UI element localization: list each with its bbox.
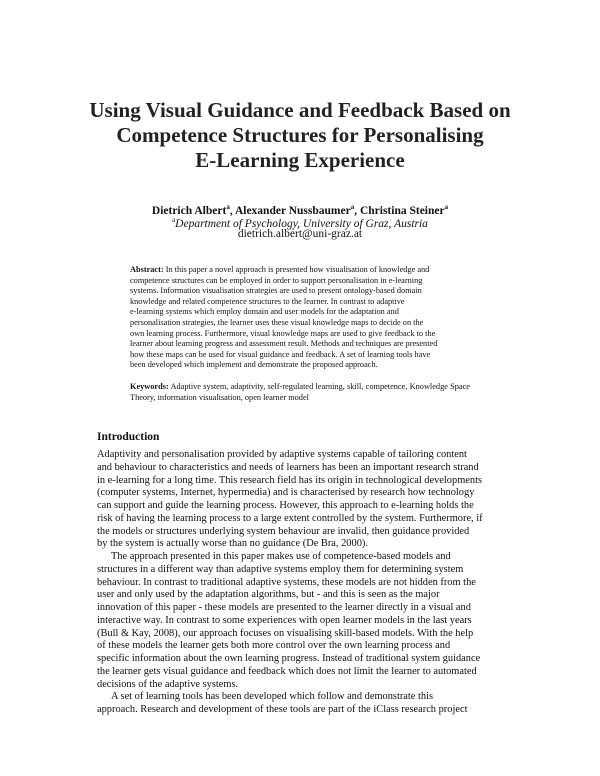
affiliation-mark: a (350, 203, 355, 211)
body-line: Adaptivity and personalisation provided by adaptive systems capable of tailoring content (97, 449, 467, 460)
paper-title (60, 98, 540, 173)
affiliation-mark: a (444, 203, 449, 211)
body-line: and behaviour to characteristics and needs of learners has been an important research strand (97, 461, 479, 473)
keywords (130, 382, 470, 403)
abstract-line: In this paper a novel approach is presented how visualisation of knowledge and (163, 265, 430, 274)
keywords-label: Keywords: (130, 382, 169, 391)
abstract-line: personalisation strategies, the learner uses these visual knowledge maps to decide on the (130, 317, 424, 327)
body-line: specific information about the own learning progress. Instead of traditional system guidance (97, 653, 481, 664)
body-line: (computer systems, Internet, hypermedia) and is characterised by research how technology (97, 487, 475, 499)
body-line: behaviour. In contrast to traditional adaptive systems, these models are not hidden from the (97, 576, 476, 588)
body-line: decisions of the adaptive systems. (97, 678, 239, 690)
abstract-line: e-learning systems which employ domain and user models for the adaptation and (130, 307, 399, 317)
abstract-line: been developed which implement and demonstrate the proposed approach. (130, 360, 378, 370)
body-text (97, 449, 503, 717)
body-line: in e-learning for a long time. This research field has its origin in technological developments (97, 474, 483, 486)
author-email: dietrich.albert@uni-graz.at (237, 228, 363, 240)
abstract (130, 265, 470, 371)
affiliation-mark: a (172, 216, 176, 224)
body-line: user and only used by the adaptation algorithms, but - and this is seen as the major (97, 589, 440, 601)
abstract-label: Abstract: (130, 265, 164, 274)
abstract-line: knowledge and related competence structures to the learner. In contrast to adaptive (130, 296, 405, 306)
abstract-line: learner about learning progress and assessment result. Methods and techniques are presented (130, 339, 438, 349)
author-name: Dietrich Albert (151, 204, 227, 217)
body-line: A set of learning tools has been developed which follow and demonstrate this (111, 691, 434, 703)
body-line: the learner gets visual guidance and feedback which does not limit the learner to automated (97, 665, 477, 677)
title-line: Using Visual Guidance and Feedback Based on (89, 98, 511, 122)
abstract-line: own learning process. Furthermore, visual knowledge maps are used to give feedback to the (130, 328, 436, 338)
author-name: Alexander Nussbaumer (234, 204, 351, 217)
title-line: E-Learning Experience (195, 148, 405, 172)
author-name: Christina Steiner (359, 204, 445, 217)
affiliation-mark: a (226, 203, 230, 211)
abstract-line: how these maps can be used for visual guidance and feedback. A set of learning tools have (130, 349, 431, 359)
body-line: innovation of this paper - these models are presented to the learner directly in a visual and (97, 602, 471, 613)
body-line: by the system is actually worse than no guidance (De Bra, 2000). (97, 538, 368, 550)
abstract-line: systems. Information visualisation strategies are used to present ontology-based domain (130, 286, 422, 296)
author-list: Dietrich Albert$^a$, Alexander Nussbaumer$^a$, Christina Steiner$^a$ (151, 203, 449, 217)
body-line: the models or structures underlying system behaviour are invalid, then guidance provided (97, 525, 470, 537)
body-line: risk of having the learning process to a large extent controlled by the system. Furthermore, if (97, 512, 483, 524)
body-line: (Bull & Kay, 2008), our approach focuses on visualising skill-based models. With the help (97, 627, 474, 639)
section-heading: Introduction (97, 431, 160, 443)
body-line: of these models the learner gets both more control over the own learning process and (97, 640, 451, 652)
title-line: Competence Structures for Personalising (116, 123, 484, 147)
abstract-line: competence structures can be employed in order to support personalisation in e-learning (130, 275, 423, 285)
body-line: The approach presented in this paper makes use of competence-based models and (111, 551, 451, 562)
body-line: structures in a different way than adaptive systems employ them for determining system (97, 563, 464, 575)
body-line: interactive way. In contrast to some experiences with open learner models in the last years (97, 614, 472, 626)
body-line: can support and guide the learning process. However, this approach to e-learning holds the (97, 500, 474, 511)
body-line: approach. Research and development of these tools are part of the iClass research project (97, 704, 468, 715)
keywords-text: Adaptive system, adaptivity, self-regulated learning, skill, competence, Knowledge Space Theory, information visualisation, open learner model (130, 382, 470, 402)
affiliation-text: Department of Psychology, University of Graz, Austria (175, 217, 428, 230)
